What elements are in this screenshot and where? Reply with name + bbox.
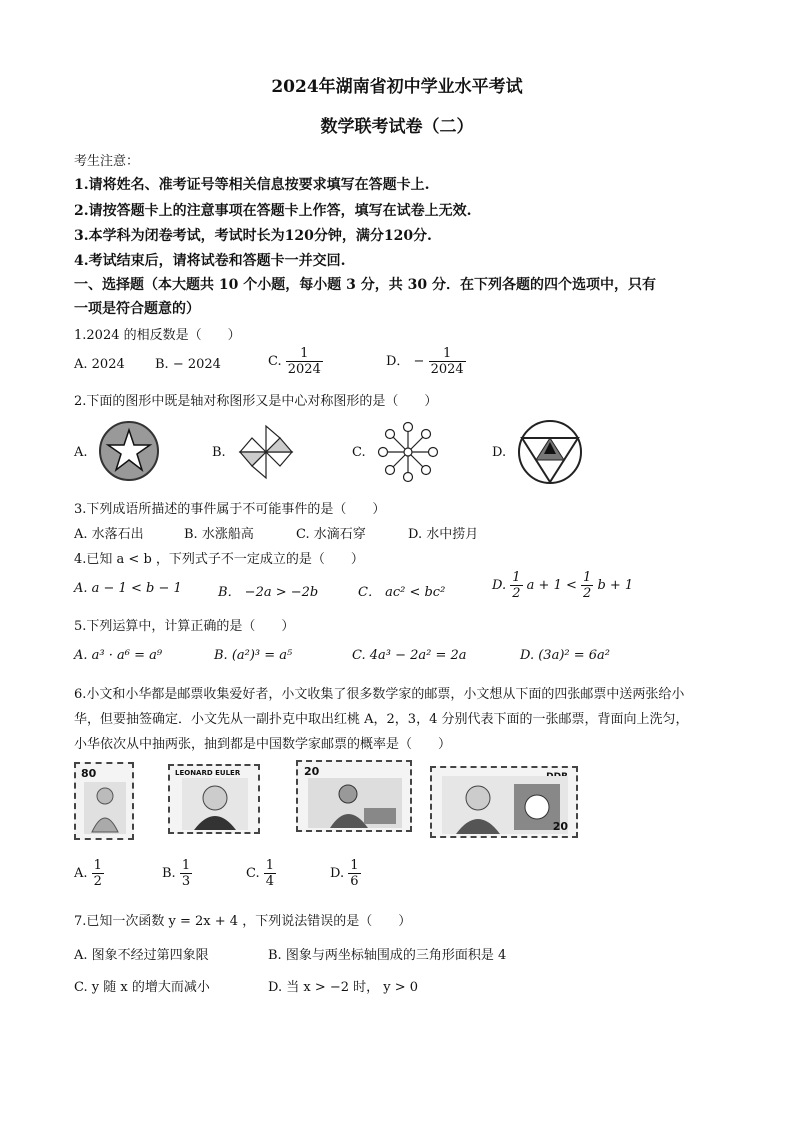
q7-option-b: B. 图象与两坐标轴围成的三角形面积是 4 [268, 948, 507, 963]
q6-c-label: C. [246, 866, 260, 881]
q1-option-c-label: C. [268, 354, 282, 369]
q7-option-d: D. 当 x > −2 时， y > 0 [268, 980, 419, 995]
flower-dots-figure [376, 420, 440, 484]
q6-b-denominator: 3 [181, 874, 191, 889]
q4-d-middle: a + 1 < [526, 578, 577, 593]
q1-d-denominator: 2024 [430, 362, 464, 377]
q7-option-a: A. 图象不经过第四象限 [74, 948, 209, 963]
q4-option-b: B． −2a > −2b [218, 585, 319, 600]
stamp-chinese-mathematician-2 [296, 760, 412, 832]
q6-c-denominator: 4 [265, 874, 275, 889]
stamp-ddr-mathematician [430, 766, 578, 838]
q2-stem: 2.下面的图形中既是轴对称图形又是中心对称图形的是（ ） [74, 394, 438, 409]
q6-d-label: D. [330, 866, 345, 881]
notice-item-1: 1.请将姓名、准考证号等相关信息按要求填写在答题卡上. [74, 177, 430, 193]
q6-b-numerator: 1 [181, 858, 191, 873]
q6-d-fraction [348, 858, 360, 889]
triangle-circle-figure [516, 418, 584, 486]
stamp-4-value: 20 [552, 820, 568, 833]
q5-option-b: B. (a²)³ = a⁵ [214, 648, 293, 663]
q1-option-b: B. − 2024 [155, 357, 221, 372]
q4-d-numerator-2: 1 [583, 570, 592, 585]
portrait-icon [308, 778, 402, 828]
q3-option-b: B. 水涨船高 [184, 527, 254, 542]
q3-option-d: D. 水中捞月 [408, 527, 479, 542]
notice-item-4: 4.考试结束后，请将试卷和答题卡一并交回. [74, 253, 346, 269]
q3-stem: 3.下列成语所描述的事件属于不可能事件的是（ ） [74, 502, 386, 517]
q6-a-fraction [92, 858, 104, 889]
q4-stem: 4.已知 a < b ，下列式子不一定成立的是（ ） [74, 552, 364, 567]
q1-option-a: A. 2024 [74, 357, 125, 372]
q6-a-denominator: 2 [93, 874, 102, 889]
q4-d-fraction-1 [510, 570, 522, 601]
q6-stem-line1: 6.小文和小华都是邮票收集爱好者，小文收集了很多数学家的邮票，小文想从下面的四张邮票中送两张给小 [74, 687, 685, 702]
portrait-icon [442, 776, 568, 834]
q2-label-d: D. [492, 445, 507, 460]
q4-option-d-label: D. [492, 578, 507, 593]
q5-option-d: D. (3a)² = 6a² [520, 648, 610, 663]
stamp-2-value: LEONARD EULER [175, 769, 241, 777]
q7-option-c: C. y 随 x 的增大而减小 [74, 980, 210, 995]
q1-option-c [268, 346, 323, 377]
q4-d-denominator-2: 2 [583, 586, 592, 601]
q4-d-denominator-1: 2 [512, 586, 521, 601]
exam-title: 2024年湖南省初中学业水平考试 [271, 77, 523, 97]
q1-option-c-fraction [286, 346, 323, 377]
q4-option-d [492, 570, 633, 601]
q5-option-c: C. 4a³ − 2a² = 2a [352, 648, 467, 663]
notice-heading: 考生注意： [74, 154, 140, 169]
stamp-euler [168, 764, 260, 834]
q4-option-c: C． ac² < bc² [358, 585, 446, 600]
q6-stem-line3: 小华依次从中抽两张，抽到都是中国数学家邮票的概率是（ ） [74, 737, 452, 752]
q6-c-fraction [264, 858, 276, 889]
portrait-icon [84, 782, 126, 834]
q4-d-fraction-2 [581, 570, 593, 601]
q1-option-d [386, 346, 466, 377]
q3-option-c: C. 水滴石穿 [296, 527, 366, 542]
q6-option-d [330, 858, 361, 889]
q1-option-d-label: D． − [386, 354, 425, 369]
q1-c-denominator: 2024 [287, 362, 321, 377]
portrait-icon [182, 778, 248, 830]
q4-d-numerator-1: 1 [512, 570, 521, 585]
stamp-3-value: 20 [304, 765, 320, 778]
q6-c-numerator: 1 [265, 858, 275, 873]
q1-stem: 1.2024 的相反数是（ ） [74, 328, 241, 343]
q6-option-c [246, 858, 276, 889]
q3-option-a: A. 水落石出 [74, 527, 144, 542]
q6-d-denominator: 6 [350, 874, 359, 889]
stamp-1-value: 80 [81, 767, 97, 780]
q5-stem: 5.下列运算中，计算正确的是（ ） [74, 619, 295, 634]
q6-option-b [162, 858, 192, 889]
q1-c-numerator: 1 [286, 346, 323, 362]
star-circle-figure [98, 420, 160, 482]
section-heading: 一、选择题（本大题共 10 个小题，每小题 3 分，共 30 分．在下列各题的四个选项中，只有 [74, 277, 656, 293]
q6-d-numerator: 1 [350, 858, 359, 873]
exam-subtitle: 数学联考试卷（二） [320, 117, 474, 137]
q6-b-label: B. [162, 866, 176, 881]
q6-a-numerator: 1 [93, 858, 102, 873]
q1-d-numerator: 1 [429, 346, 466, 362]
q4-d-end: b + 1 [597, 578, 634, 593]
q2-label-a: A. [74, 445, 88, 460]
q4-option-a: A. a − 1 < b − 1 [74, 581, 182, 596]
q2-label-c: C. [352, 445, 366, 460]
notice-item-2: 2.请按答题卡上的注意事项在答题卡上作答，填写在试卷上无效. [74, 203, 472, 219]
q7-stem: 7.已知一次函数 y = 2x + 4 ，下列说法错误的是（ ） [74, 914, 412, 929]
q6-stem-line2: 华，但要抽签确定．小文先从一副扑克中取出红桃 A，2，3，4 分别代表下面的一张邮票，背面向上洗匀， [74, 712, 689, 727]
q1-option-d-fraction [429, 346, 466, 377]
pinwheel-figure [234, 420, 298, 484]
notice-item-3: 3.本学科为闭卷考试，考试时长为120分钟，满分120分. [74, 228, 432, 244]
q2-label-b: B. [212, 445, 226, 460]
q5-option-a: A. a³ · a⁶ = a⁹ [74, 648, 163, 663]
q6-a-label: A. [74, 866, 88, 881]
q6-option-a [74, 858, 104, 889]
q6-b-fraction [180, 858, 192, 889]
stamp-chinese-mathematician-1 [74, 762, 134, 840]
section-heading-cont: 一项是符合题意的） [74, 301, 200, 317]
